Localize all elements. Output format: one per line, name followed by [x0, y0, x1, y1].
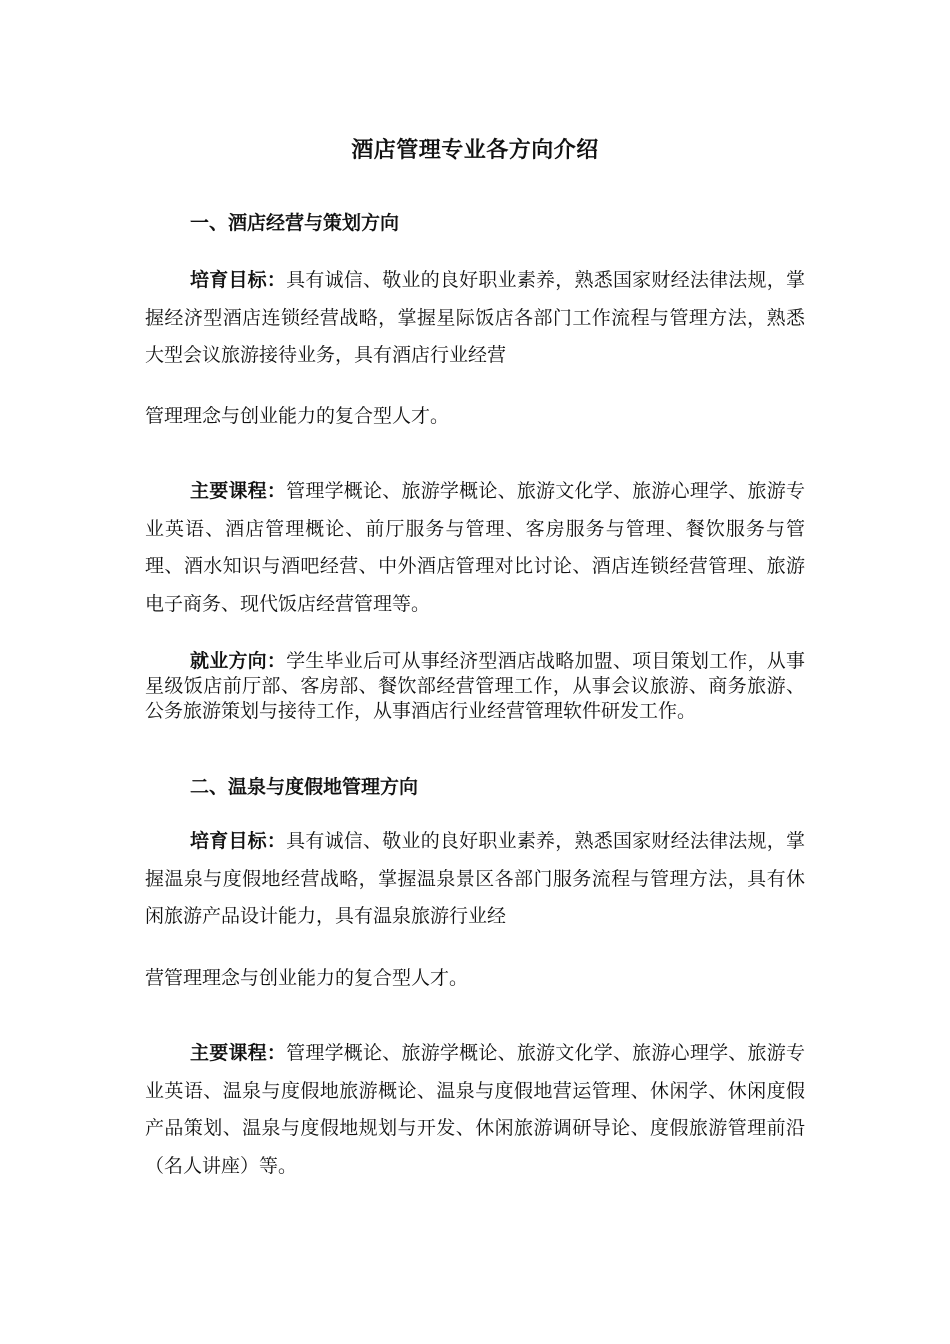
training-goal-continuation: 管理理念与创业能力的复合型人才。 [145, 405, 450, 427]
section-heading-hotel-operation: 一、酒店经营与策划方向 [190, 212, 400, 234]
training-goal-continuation: 营管理理念与创业能力的复合型人才。 [145, 967, 469, 989]
main-courses-text: 管理学概论、旅游学概论、旅游文化学、旅游心理学、旅游专业英语、温泉与度假地旅游概论、温泉与度假地营运管理、休闲学、休闲度假产品策划、温泉与度假地规划与开发、休闲旅游调研导论、度假旅游管理前沿（名人讲座）等。 [145, 1042, 805, 1177]
training-goal-label: 培育目标： [190, 269, 287, 291]
training-goal-text: 具有诚信、敬业的良好职业素养，熟悉国家财经法律法规，掌握经济型酒店连锁经营战略，掌握星际饭店各部门工作流程与管理方法，熟悉大型会议旅游接待业务，具有酒店行业经营 [145, 269, 805, 366]
section-heading-hot-spring-resort: 二、温泉与度假地管理方向 [190, 776, 419, 798]
main-courses-label: 主要课程： [190, 480, 287, 502]
employment-label: 就业方向： [190, 650, 287, 672]
main-courses-paragraph [145, 1035, 805, 1185]
training-goal-paragraph [145, 262, 805, 375]
employment-paragraph [145, 649, 805, 724]
main-courses-label: 主要课程： [190, 1042, 287, 1064]
document-title: 酒店管理专业各方向介绍 [351, 137, 599, 163]
training-goal-text: 具有诚信、敬业的良好职业素养，熟悉国家财经法律法规，掌握温泉与度假地经营战略，掌握温泉景区各部门服务流程与管理方法，具有休闲旅游产品设计能力，具有温泉旅游行业经 [145, 830, 805, 927]
employment-text: 学生毕业后可从事经济型酒店战略加盟、项目策划工作，从事星级饭店前厅部、客房部、餐饮部经营管理工作，从事会议旅游、商务旅游、公务旅游策划与接待工作，从事酒店行业经营管理软件研发工作。 [145, 650, 805, 722]
main-courses-text: 管理学概论、旅游学概论、旅游文化学、旅游心理学、旅游专业英语、酒店管理概论、前厅服务与管理、客房服务与管理、餐饮服务与管理、酒水知识与酒吧经营、中外酒店管理对比讨论、酒店连锁经营管理、旅游电子商务、现代饭店经营管理等。 [145, 480, 805, 615]
training-goal-paragraph [145, 823, 805, 936]
training-goal-label: 培育目标： [190, 830, 287, 852]
main-courses-paragraph [145, 473, 805, 623]
